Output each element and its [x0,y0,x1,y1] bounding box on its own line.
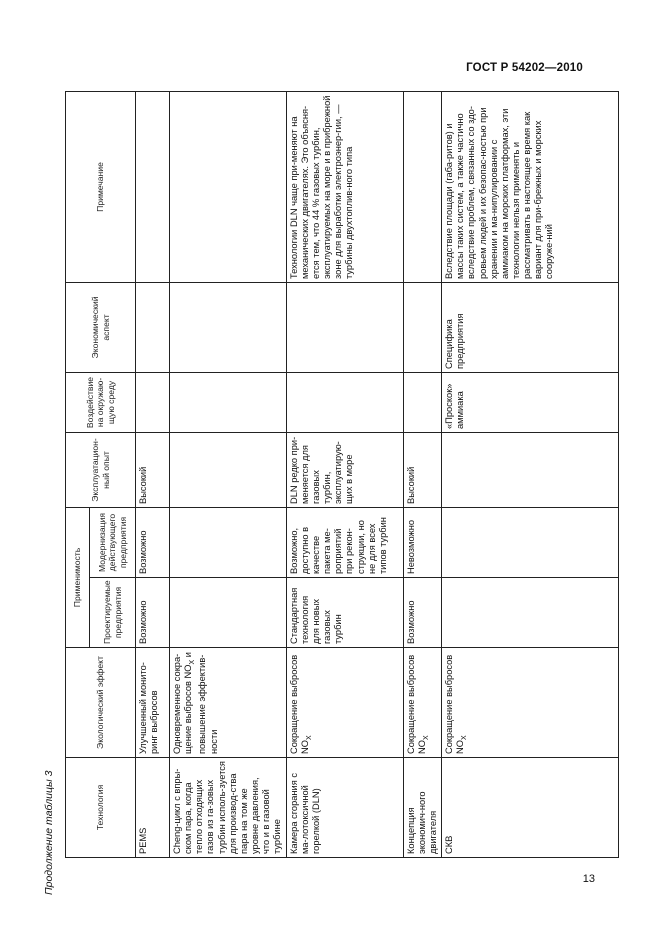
cell-technology: СКВ [442,758,619,858]
cell-economics [136,282,170,372]
cell-cross-media [286,372,403,432]
cell-new-plants: Возможно [403,578,441,648]
cell-eco-effect: Улучшенный монито-ринг выбросов [136,648,170,758]
cell-modernization [170,507,287,577]
cell-economics [286,282,403,372]
header-new-plants: Проектируемые предприятия [90,578,136,648]
header-notes: Примечание [66,91,136,282]
header-eco-effect: Экологический эффект [66,648,136,758]
header-cross-media: Воздействие на окружаю-щую среду [66,372,136,432]
page-number: 13 [582,873,595,885]
cell-experience: Высокий [136,432,170,507]
cell-experience: DLN редко при-меняется для газовых турбин, эксплуатирую-щих в море [286,432,403,507]
bat-table [65,91,619,858]
cell-economics [403,282,441,372]
cell-notes [403,91,441,282]
document-code: ГОСТ Р 54202—2010 [466,62,583,74]
header-applicability: Применимость [66,507,90,647]
table-row [442,91,619,857]
cell-modernization: Возможно [136,507,170,577]
cell-cross-media [136,372,170,432]
header-economics: Экономический аспект [66,282,136,372]
cell-economics [170,282,287,372]
cell-new-plants [170,578,287,648]
cell-technology: Камера сгорания с ма-лотоксичной горелкой (DLN) [286,758,403,858]
table-row [170,91,287,857]
cell-modernization: Возможно, доступно в качестве пакета ме-роприятий при рекон-струкции, но не для всех типов турбин [286,507,403,577]
header-experience: Эксплуатацион-ный опыт [66,432,136,507]
cell-modernization: Невозможно [403,507,441,577]
cell-technology: Концепция экономич-ного двигателя [403,758,441,858]
cell-eco-effect: Сокращение выбросов $NO_X$ [442,648,619,758]
cell-technology: PEMS [136,758,170,858]
header-modernization: Модернизация действующего предприятия [90,507,136,577]
cell-modernization [442,507,619,577]
table-row [286,91,403,857]
cell-new-plants [442,578,619,648]
cell-experience: Высокий [403,432,441,507]
header-technology: Технология [66,758,136,858]
cell-notes [170,91,287,282]
table-caption: Продолжение таблицы 3 [43,770,55,895]
cell-economics: Специфика предприятия [442,282,619,372]
table-row [403,91,441,857]
cell-experience [170,432,287,507]
cell-new-plants: Возможно [136,578,170,648]
cell-eco-effect: Сокращение выбросов $NO_X$ [286,648,403,758]
cell-new-plants: Стандартная технология для новых газовых турбин [286,578,403,648]
cell-notes: Вследствие площади (габа-ритов) и массы таких систем, а также частично вследствие проблем, связанных со здо-ровьем людей и их безопас-ностью при хранении и ма-нипулировании с аммиаком на морских платформах, эти технологии нельзя применять и рассматривать в настоящее время как вариант для при-брежных и морских сооруже-ний [442,91,619,282]
cell-eco-effect: Одновременное сокра-щение выбросов $NO_X$ и повышение эффектив-ности [170,648,287,758]
cell-notes: Технологии DLN чаще при-меняют на механических двигателях. Это объясня-ется тем, что 44 % газовых турбин, эксплуатируемых на море и в прибрежной зоне для выработки электроэнер-гии, — турбины двухтоплив-ного типа [286,91,403,282]
table-row [136,91,170,857]
cell-cross-media: «Проскок» аммиака [442,372,619,432]
rotated-table-container [65,92,585,858]
cell-cross-media [403,372,441,432]
cell-notes [136,91,170,282]
cell-cross-media [170,372,287,432]
cell-eco-effect: Сокращение выбросов $NO_X$ [403,648,441,758]
cell-experience [442,432,619,507]
cell-technology: Cheng-цикл с впры-ском пара, когда тепло отходящих газов из га-зовых турбин исполь-зуется для производ-ства пара на том же уровне давления, что и в газовой турбине [170,758,287,858]
